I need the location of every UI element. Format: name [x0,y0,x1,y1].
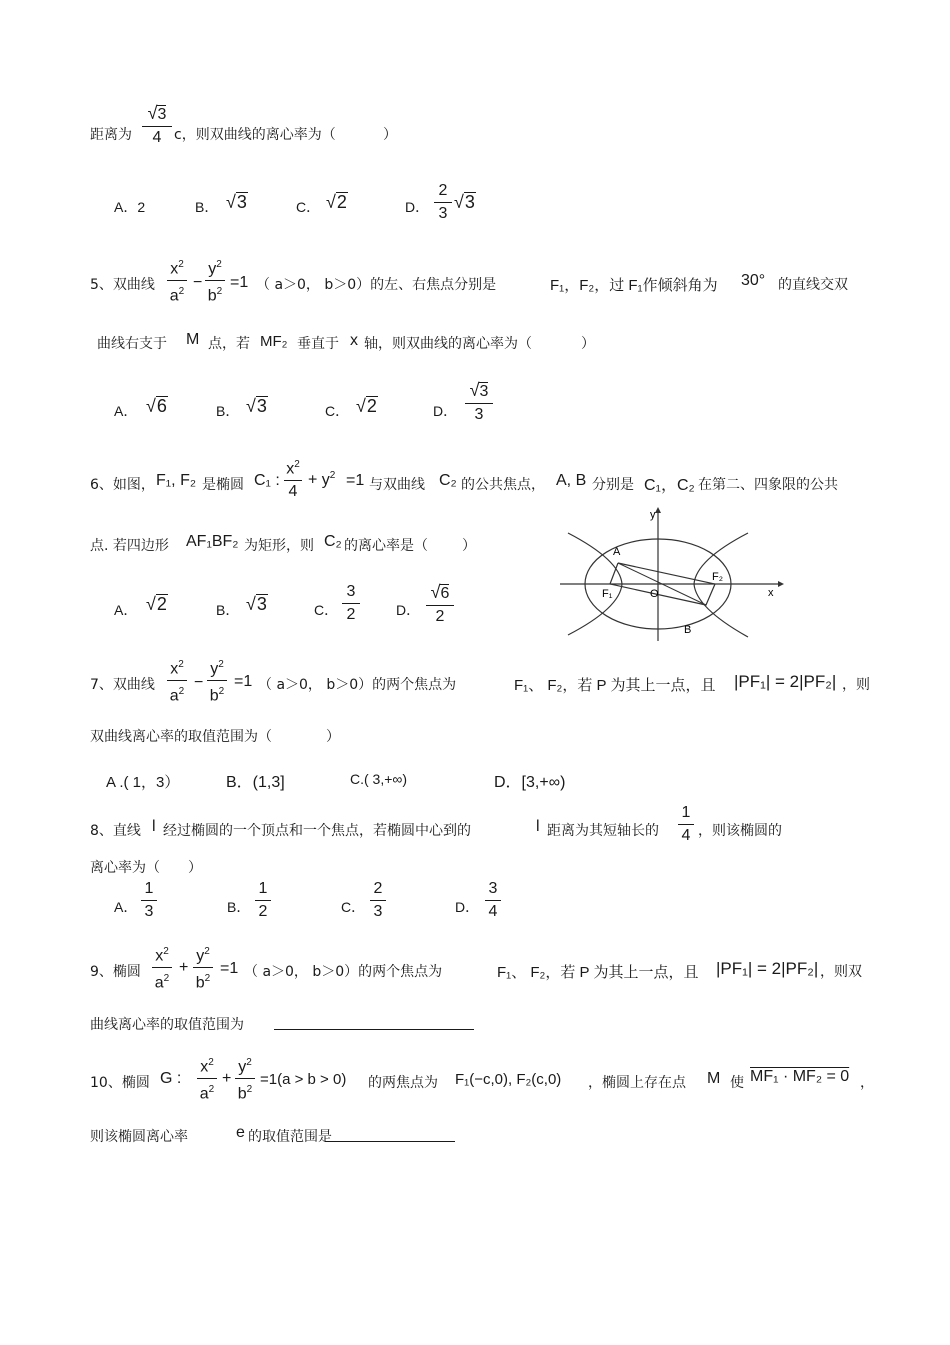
q8-t2: 距离为其短轴长的 [547,823,659,839]
q4-close: ） [383,127,397,143]
q7-number: 7、双曲线 [90,677,155,693]
q10-e: e [236,1124,245,1141]
q8-option-a-frac: 1 3 [141,880,157,921]
q5-option-d-label: D． [433,403,458,419]
q10-foci: F₁(−c,0), F₂(c,0) [455,1071,562,1088]
q5-x: x [350,332,358,349]
q10-t3: 使 [730,1075,744,1091]
q7-cond: （ a＞0， b＞0）的两个焦点为 [258,677,457,693]
q6-plus-y: + $y^2$ [308,470,336,489]
q6-C2b: C₂ [324,533,342,550]
q9-plus: + [179,959,189,976]
q5-option-a-sqrt: √6 [146,396,167,416]
q6-t1: 是椭圆 [202,477,244,493]
q5-option-a-label: A． [114,403,138,419]
q10-answer-blank[interactable] [325,1140,455,1142]
q4-text-after: c，则双曲线的离心率为（ [174,127,336,143]
q9-frac-x: $x^2$ $a^2$ [152,943,172,993]
q9-eq: =1 [220,960,239,977]
q9-frac-y: $y^2$ $b^2$ [193,943,213,993]
q8-option-c-label: C． [341,899,366,915]
q5-M: M [186,331,200,348]
q8-option-b-frac: 1 2 [255,880,271,921]
q9-foci: F₁、 F₂，若 P 为其上一点，且 [497,964,699,981]
label-y: y [650,509,656,521]
q9-answer-blank[interactable] [274,1028,474,1030]
q10-line2b: 的取值范围是 [248,1129,332,1145]
q8-option-d-label: D． [455,899,480,915]
label-b: B [684,624,692,636]
q6-line2b: 为矩形，则 [244,538,314,554]
q5-option-b-label: B． [216,403,240,419]
q7-foci: F₁、 F₂，若 P 为其上一点，且 [514,677,716,694]
q9-abs: |PF₁| = 2|PF₂| [716,959,819,978]
q6-t3: 的公共焦点， [461,477,545,493]
q8-frac: 1 4 [678,804,694,845]
q6-t2: 与双曲线 [369,477,425,493]
q10-t1: 的两焦点为 [368,1075,438,1091]
label-a: A [613,546,621,558]
q10-eq: =1(a > b > 0) [260,1071,347,1088]
q10-line2: 则该椭圆离心率 [90,1129,188,1145]
q7-eq: =1 [234,673,253,690]
q6-foci: F₁, F₂ [156,472,197,489]
q5-option-d-frac: √3 3 [465,381,493,424]
q10-number: 10、椭圆 [90,1075,150,1091]
q8-option-c-frac: 2 3 [370,880,386,921]
q6-AB: A, B [556,472,587,489]
q7-option-b: B．(1,3] [226,774,285,791]
q10-frac-x: $x^2$ $a^2$ [197,1054,217,1104]
q6-option-a-sqrt: √2 [146,594,167,614]
q7-frac-y: $y^2$ $b^2$ [207,656,227,706]
q5-line2c: 垂直于 [297,336,339,352]
q7-frac-x: $x^2$ $a^2$ [167,656,187,706]
q8-option-b-label: B． [227,899,251,915]
q5-line2: 曲线右支于 [97,336,167,352]
q5-cond: （ a＞0， b＞0）的左、右焦点分别是 [256,277,497,293]
q5-option-b-sqrt: √3 [246,396,267,416]
y-axis-arrow [655,507,661,513]
q4-option-c-label: C． [296,199,321,215]
q6-figure [560,505,790,645]
q9-tail: ，则双 [820,964,862,980]
q7-option-a: A .( 1，3） [106,774,180,791]
q6-t5: 在第二、四象限的公共 [698,477,838,493]
q10-tail: ， [860,1075,874,1091]
q5-MF2: MF₂ [260,333,288,350]
q7-option-c: C.( 3,+∞) [350,771,408,787]
q6-line2c: 的离心率是（ [344,538,428,554]
q6-frac: $x^2$ 4 [284,456,302,501]
q8-l2: l [536,818,540,835]
q6-option-b-label: B． [216,602,240,618]
q5-eq: =1 [230,274,249,291]
q5-tail: 的直线交双 [778,277,848,293]
q10-plus: + [222,1070,232,1087]
q10-G: G : [160,1070,182,1087]
q8-line2: 离心率为（ [90,860,160,876]
q4-text: 距离为 [90,127,132,143]
q6-quad: AF₁BF₂ [186,533,239,550]
q5-close: ） [581,336,595,352]
q7-line2: 双曲线离心率的取值范围为（ [90,729,272,745]
q6-C1C2: C₁，C₂ [644,477,695,494]
q5-frac-x: $x^2$ $a^2$ [167,256,187,306]
q5-frac-y: $y^2$ $b^2$ [205,256,225,306]
q7-close: ） [326,729,340,745]
q5-line2b: 点，若 [208,336,250,352]
q8-option-a-label: A． [114,899,138,915]
q6-t4: 分别是 [592,477,634,493]
q6-number: 6、如图， [90,477,155,493]
q6-option-a-label: A． [114,602,138,618]
q9-line2: 曲线离心率的取值范围为 [90,1017,244,1033]
q6-line2a: 点. 若四边形 [90,538,169,554]
q6-eq: =1 [346,472,365,489]
q4-fraction: √3 4 [142,104,172,147]
q5-line2d: 轴，则双曲线的离心率为（ [364,336,532,352]
q7-tail: ，则 [842,677,870,693]
q10-t2: ，椭圆上存在点 [588,1075,686,1091]
q6-C1: C₁ : [254,472,280,489]
q4-option-d-label: D． [405,199,430,215]
q8-option-d-frac: 3 4 [485,880,501,921]
q6-option-c-frac: 3 2 [342,583,360,624]
q9-cond: （ a＞0， b＞0）的两个焦点为 [244,964,443,980]
q8-close: ） [188,860,202,876]
q8-l: l [152,818,156,835]
label-f1: F₁ [602,588,613,600]
q4-option-b-label: B． [195,199,219,215]
q4-option-d-sqrt: √3 [454,192,475,212]
label-f2: F₂ [712,571,723,583]
q5-number: 5、双曲线 [90,277,155,293]
q6-C2: C₂ [439,472,457,489]
q4-option-a: A．2 [114,199,146,215]
label-x: x [768,587,774,599]
x-axis-arrow [778,581,784,587]
q5-foci: F₁，F₂，过 F₁作倾斜角为 [550,277,718,294]
q6-option-b-sqrt: √3 [246,594,267,614]
q10-vector-eq: MF₁ · MF₂ = 0 [750,1068,850,1085]
q5-minus: − [193,274,203,291]
q4-option-c-sqrt: √2 [326,192,347,212]
q4-option-d-frac: 2 3 [434,182,452,223]
q10-frac-y: $y^2$ $b^2$ [235,1054,255,1104]
q5-option-c-sqrt: √2 [356,396,377,416]
q8-t3: ，则该椭圆的 [698,823,782,839]
q6-option-d-label: D． [396,602,421,618]
q9-number: 9、椭圆 [90,964,141,980]
q7-option-d: D．[3,+∞) [494,774,566,791]
q5-angle: 30° [741,272,766,289]
q6-close: ） [462,538,476,554]
q10-M: M [707,1070,721,1087]
label-o: O [650,588,659,600]
q5-option-c-label: C． [325,403,350,419]
q6-option-d-frac: √6 2 [426,583,454,626]
q7-minus: − [194,674,204,691]
q8-t1: 经过椭圆的一个顶点和一个焦点，若椭圆中心到的 [163,823,471,839]
q8-number: 8、直线 [90,823,141,839]
q6-option-c-label: C． [314,602,339,618]
q4-option-b-sqrt: √3 [226,192,247,212]
q7-abs: |PF₁| = 2|PF₂| [734,672,837,691]
